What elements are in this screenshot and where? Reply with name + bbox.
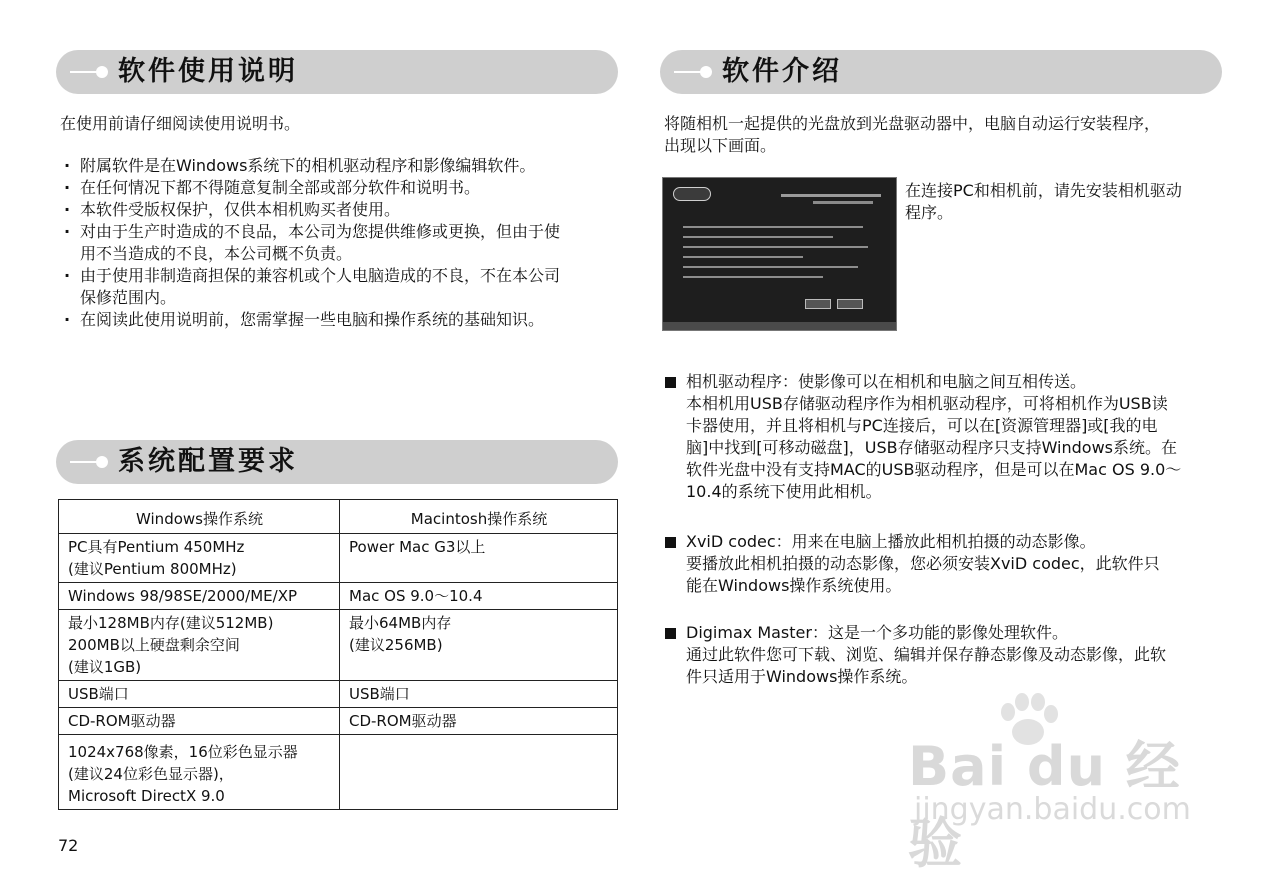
table-cell: USB端口: [59, 681, 340, 708]
screenshot-text-line: [683, 236, 833, 238]
bullet-square-icon: [665, 377, 676, 388]
table-cell: Windows 98/98SE/2000/ME/XP: [59, 583, 340, 610]
page-number: 72: [58, 836, 79, 855]
list-item: · 在任何情况下都不得随意复制全部或部分软件和说明书。: [60, 177, 620, 199]
table-cell: Mac OS 9.0～10.4: [340, 583, 618, 610]
screenshot-text-line: [683, 266, 858, 268]
installer-screenshot: [662, 177, 897, 331]
table-header-row: [59, 500, 618, 534]
section-header-system-requirements: [56, 440, 618, 484]
header-dash-decoration: [70, 71, 98, 73]
notice-list: [60, 155, 620, 331]
screenshot-text-line: [683, 246, 868, 248]
table-cell: Power Mac G3以上: [340, 534, 618, 583]
screenshot-heading-line: [781, 194, 881, 197]
screenshot-text-line: [683, 226, 863, 228]
bullet-square-icon: [665, 628, 676, 639]
intro-text: 在使用前请仔细阅读使用说明书。: [60, 114, 301, 133]
table-row: [59, 708, 618, 735]
software-item-camera-driver: 相机驱动程序：使影像可以在相机和电脑之间互相传送。 本相机用USB存储驱动程序作为相机驱动程序，可将相机作为USB读 卡器使用，并且将相机与PC连接后，可以在[资源管理器]或[我的电 脑]中找到[可移动磁盘]，USB存储驱动程序只支持Windows系统。在 软件光盘中没有支持MAC的USB驱动程序，但是可以在Mac OS 9.0～ 10.4的系统下使用此相机。: [686, 372, 1182, 501]
section-header-software-instructions: [56, 50, 618, 94]
screenshot-heading-line: [813, 201, 873, 204]
header-dash-decoration: [70, 461, 98, 463]
bullet-square-icon: [665, 537, 676, 548]
table-cell: PC具有Pentium 450MHz (建议Pentium 800MHz): [59, 534, 340, 583]
column-header-windows: Windows操作系统: [59, 500, 340, 534]
software-item-xvid-codec: XviD codec：用来在电脑上播放此相机拍摄的动态影像。 要播放此相机拍摄的动态影像，您必须安装XviD codec，此软件只 能在Windows操作系统使用。: [686, 532, 1160, 595]
column-header-macintosh: Macintosh操作系统: [340, 500, 618, 534]
table-row: [59, 681, 618, 708]
section-title: 系统配置要求: [118, 446, 298, 477]
brand-logo-icon: [673, 187, 711, 201]
list-item: · 由于使用非制造商担保的兼容机或个人电脑造成的不良，不在本公司 保修范围内。: [60, 265, 620, 309]
screenshot-text-line: [683, 276, 823, 278]
table-row: [59, 610, 618, 681]
screenshot-text-line: [683, 256, 803, 258]
table-cell: 最小128MB内存(建议512MB) 200MB以上硬盘剩余空间 (建议1GB): [59, 610, 340, 681]
screenshot-button-icon: [837, 299, 863, 309]
watermark-brand-text: Bai du 经验: [908, 735, 1181, 875]
screenshot-note: 在连接PC和相机前，请先安装相机驱动 程序。: [905, 181, 1182, 222]
software-item-digimax-master: Digimax Master：这是一个多功能的影像处理软件。 通过此软件您可下载、浏览、编辑并保存静态影像及动态影像，此软 件只适用于Windows操作系统。: [686, 623, 1167, 686]
table-cell: 最小64MB内存 (建议256MB): [340, 610, 618, 681]
table-cell: [340, 735, 618, 810]
list-item: · 在阅读此使用说明前，您需掌握一些电脑和操作系统的基础知识。: [60, 309, 620, 331]
table-row: [59, 583, 618, 610]
list-item: · 对由于生产时造成的不良品，本公司为您提供维修或更换，但由于使 用不当造成的不良，本公司概不负责。: [60, 221, 620, 265]
table-row: [59, 735, 618, 810]
section-title: 软件介绍: [722, 56, 842, 87]
table-cell: CD-ROM驱动器: [340, 708, 618, 735]
table-cell: 1024x768像素，16位彩色显示器 (建议24位彩色显示器)， Microsoft DirectX 9.0: [59, 735, 340, 810]
table-cell: CD-ROM驱动器: [59, 708, 340, 735]
list-item: · 本软件受版权保护，仅供本相机购买者使用。: [60, 199, 620, 221]
list-item: · 附属软件是在Windows系统下的相机驱动程序和影像编辑软件。: [60, 155, 620, 177]
section-header-software-introduction: [660, 50, 1222, 94]
header-dot-icon: [96, 456, 108, 468]
header-dash-decoration: [674, 71, 702, 73]
install-intro-text: 将随相机一起提供的光盘放到光盘驱动器中，电脑自动运行安装程序， 出现以下画面。: [664, 114, 1161, 155]
screenshot-footer-bar: [663, 322, 896, 330]
watermark-url-text: jingyan.baidu.com: [914, 792, 1191, 827]
screenshot-button-icon: [805, 299, 831, 309]
table-row: [59, 534, 618, 583]
header-dot-icon: [96, 66, 108, 78]
header-dot-icon: [700, 66, 712, 78]
system-requirements-table: [58, 499, 618, 810]
section-title: 软件使用说明: [118, 56, 298, 87]
table-cell: USB端口: [340, 681, 618, 708]
baidu-watermark-logo: [908, 690, 1208, 875]
